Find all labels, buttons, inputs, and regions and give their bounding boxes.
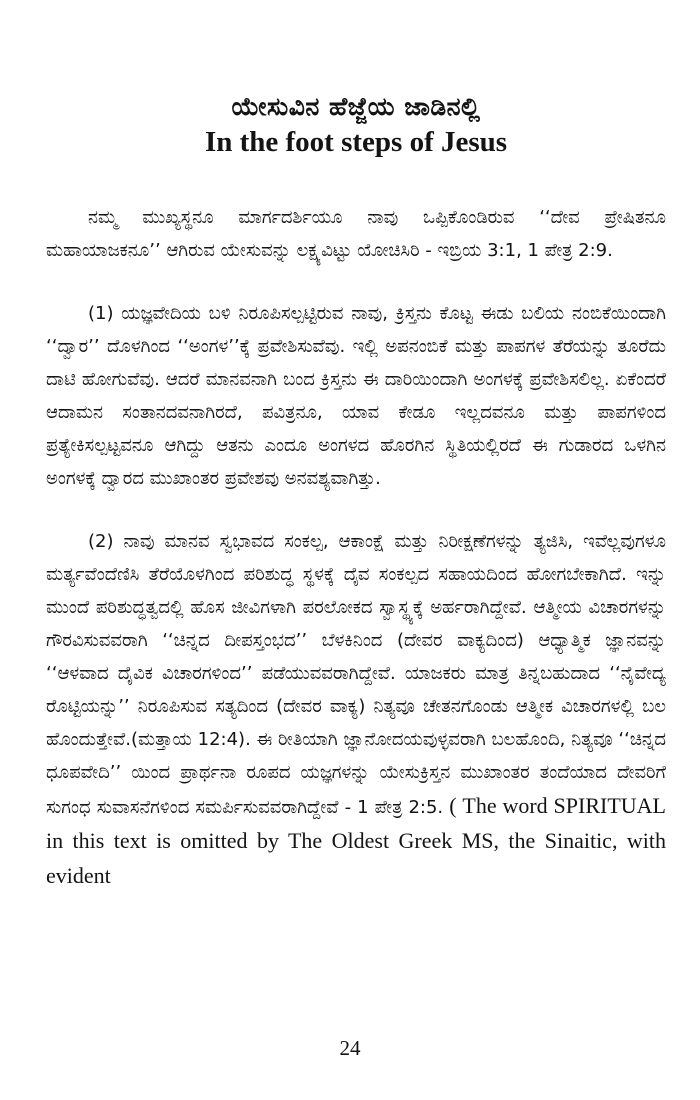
paragraph-intro	[46, 201, 666, 267]
paragraph-text: (2) ನಾವು ಮಾನವ ಸ್ವಭಾವದ ಸಂಕಲ್ಪ, ಆಕಾಂಕ್ಷೆ ಮತ್ತು ನಿರೀಕ್ಷಣೆಗಳನ್ನು ತ್ಯಜಿಸಿ, ಇವೆಲ್ಲವುಗಳೂ ಮರ್ತ್ಯವೆಂದೆಣಿಸಿ ತೆರೆಯೊಳಗಿಂದ ಪರಿಶುದ್ಧ ಸ್ಥಳಕ್ಕೆ ದೈವ ಸಂಕಲ್ಪದ ಸಹಾಯದಿಂದ ಹೋಗಬೇಕಾಗಿದೆ. ಇನ್ನು ಮುಂದೆ ಪರಿಶುದ್ಧತ್ವದಲ್ಲಿ ಹೊಸ ಜೀವಿಗಳಾಗಿ ಪರಲೋಕದ ಸ್ವಾಸ್ಥ್ಯಕ್ಕೆ ಅರ್ಹರಾಗಿದ್ದೇವೆ. ಆತ್ಮೀಯ ವಿಚಾರಗಳನ್ನು ಗೌರವಿಸುವವರಾಗಿ ‘‘ಚಿನ್ನದ ದೀಪಸ್ತಂಭದ’’ ಬೆಳಕಿನಿಂದ (ದೇವರ ವಾಕ್ಯದಿಂದ) ಆಧ್ಯಾತ್ಮಿಕ ಜ್ಞಾನವನ್ನು ‘‘ಆಳವಾದ ದೈವಿಕ ವಿಚಾರಗಳಿಂದ’’ ಪಡೆಯುವವರಾಗಿದ್ದೇವೆ. ಯಾಜಕರು ಮಾತ್ರ ತಿನ್ನಬಹುದಾದ ‘‘ನೈವೇದ್ಯ ರೊಟ್ಟಿಯನ್ನು’’ ನಿರೂಪಿಸುವ ಸತ್ಯದಿಂದ (ದೇವರ ವಾಕ್ಯ) ನಿತ್ಯವೂ ಚೇತನಗೊಂಡು ಆತ್ಮೀಕ ವಿಚಾರಗಳಲ್ಲಿ ಬಲ ಹೊಂದುತ್ತೇವೆ.(ಮತ್ತಾಯ 12:4). ಈ ರೀತಿಯಾಗಿ ಜ್ಞಾನೋದಯವುಳ್ಳವರಾಗಿ ಬಲಹೊಂದಿ, ನಿತ್ಯವೂ ‘‘ಚಿನ್ನದ ಧೂಪವೇದಿ’’ ಯಿಂದ ಪ್ರಾರ್ಥನಾ ರೂಪದ ಯಜ್ಞಗಳನ್ನು ಯೇಸುಕ್ರಿಸ್ತನ ಮುಖಾಂತರ ತಂದೆಯಾದ ದೇವರಿಗೆ ಸುಗಂಧ ಸುವಾಸನೆಗಳಿಂದ ಸಮರ್ಪಿಸುವವರಾಗಿದ್ದೇವೆ - 1 ಪೇತ್ರ 2:5.	[46, 531, 666, 818]
paragraph-text: ನಮ್ಮ ಮುಖ್ಯಸ್ಥನೂ ಮಾರ್ಗದರ್ಶಿಯೂ ನಾವು ಒಪ್ಪಿಕೊಂಡಿರುವ ‘‘ದೇವ ಪ್ರೇಷಿತನೂ ಮಹಾಯಾಜಕನೂ’’ ಆಗಿರುವ ಯೇಸುವನ್ನು ಲಕ್ಷ್ಯವಿಟ್ಟು ಯೋಚಿಸಿರಿ - ಇಬ್ರಿಯ 3:1, 1 ಪೇತ್ರ 2:9.	[46, 207, 666, 261]
paragraph-text: (1) ಯಜ್ಞವೇದಿಯ ಬಳಿ ನಿರೂಪಿಸಲ್ಪಟ್ಟಿರುವ ನಾವು, ಕ್ರಿಸ್ತನು ಕೊಟ್ಟ ಈಡು ಬಲಿಯ ನಂಬಿಕೆಯಿಂದಾಗಿ ‘‘ದ್ವಾರ’’ ದೊಳಗಿಂದ ‘‘ಅಂಗಳ’’ಕ್ಕೆ ಪ್ರವೇಶಿಸುವೆವು. ಇಲ್ಲಿ ಅಪನಂಬಿಕೆ ಮತ್ತು ಪಾಪಗಳ ತೆರೆಯನ್ನು ತೂರೆದು ದಾಟಿ ಹೋಗುವೆವು. ಆದರೆ ಮಾನವನಾಗಿ ಬಂದ ಕ್ರಿಸ್ತನು ಈ ದಾರಿಯಿಂದಾಗಿ ಅಂಗಳಕ್ಕೆ ಪ್ರವೇಶಿಸಲಿಲ್ಲ. ಏಕೆಂದರೆ ಆದಾಮನ ಸಂತಾನದವನಾಗಿರದೆ, ಪವಿತ್ರನೂ, ಯಾವ ಕೇಡೂ ಇಲ್ಲದವನೂ ಮತ್ತು ಪಾಪಗಳಿಂದ ಪ್ರತ್ಯೇಕಿಸಲ್ಪಟ್ಟವನೂ ಆಗಿದ್ದು ಆತನು ಎಂದೂ ಅಂಗಳದ ಹೊರಗಿನ ಸ್ಥಿತಿಯಲ್ಲಿರದೆ ಈ ಗುಡಾರದ ಒಳಗಿನ ಅಂಗಳಕ್ಕೆ ದ್ವಾರದ ಮುಖಾಂತರ ಪ್ರವೇಶವು ಅನವಶ್ಯವಾಗಿತ್ತು.	[46, 303, 666, 489]
chapter-title-kannada: ಯೇಸುವಿನ ಹೆಜ್ಜೆಯ ಜಾಡಿನಲ್ಲಿ	[231, 92, 481, 121]
paragraph-point-2	[46, 525, 666, 894]
page-number: 24	[339, 1036, 361, 1060]
english-note: ( The word SPIRITUAL in this text is omitted by The Oldest Greek MS, the Sinaitic, with evident	[46, 793, 666, 888]
chapter-title-english: In the foot steps of Jesus	[204, 126, 508, 158]
paragraph-point-1	[46, 297, 666, 495]
